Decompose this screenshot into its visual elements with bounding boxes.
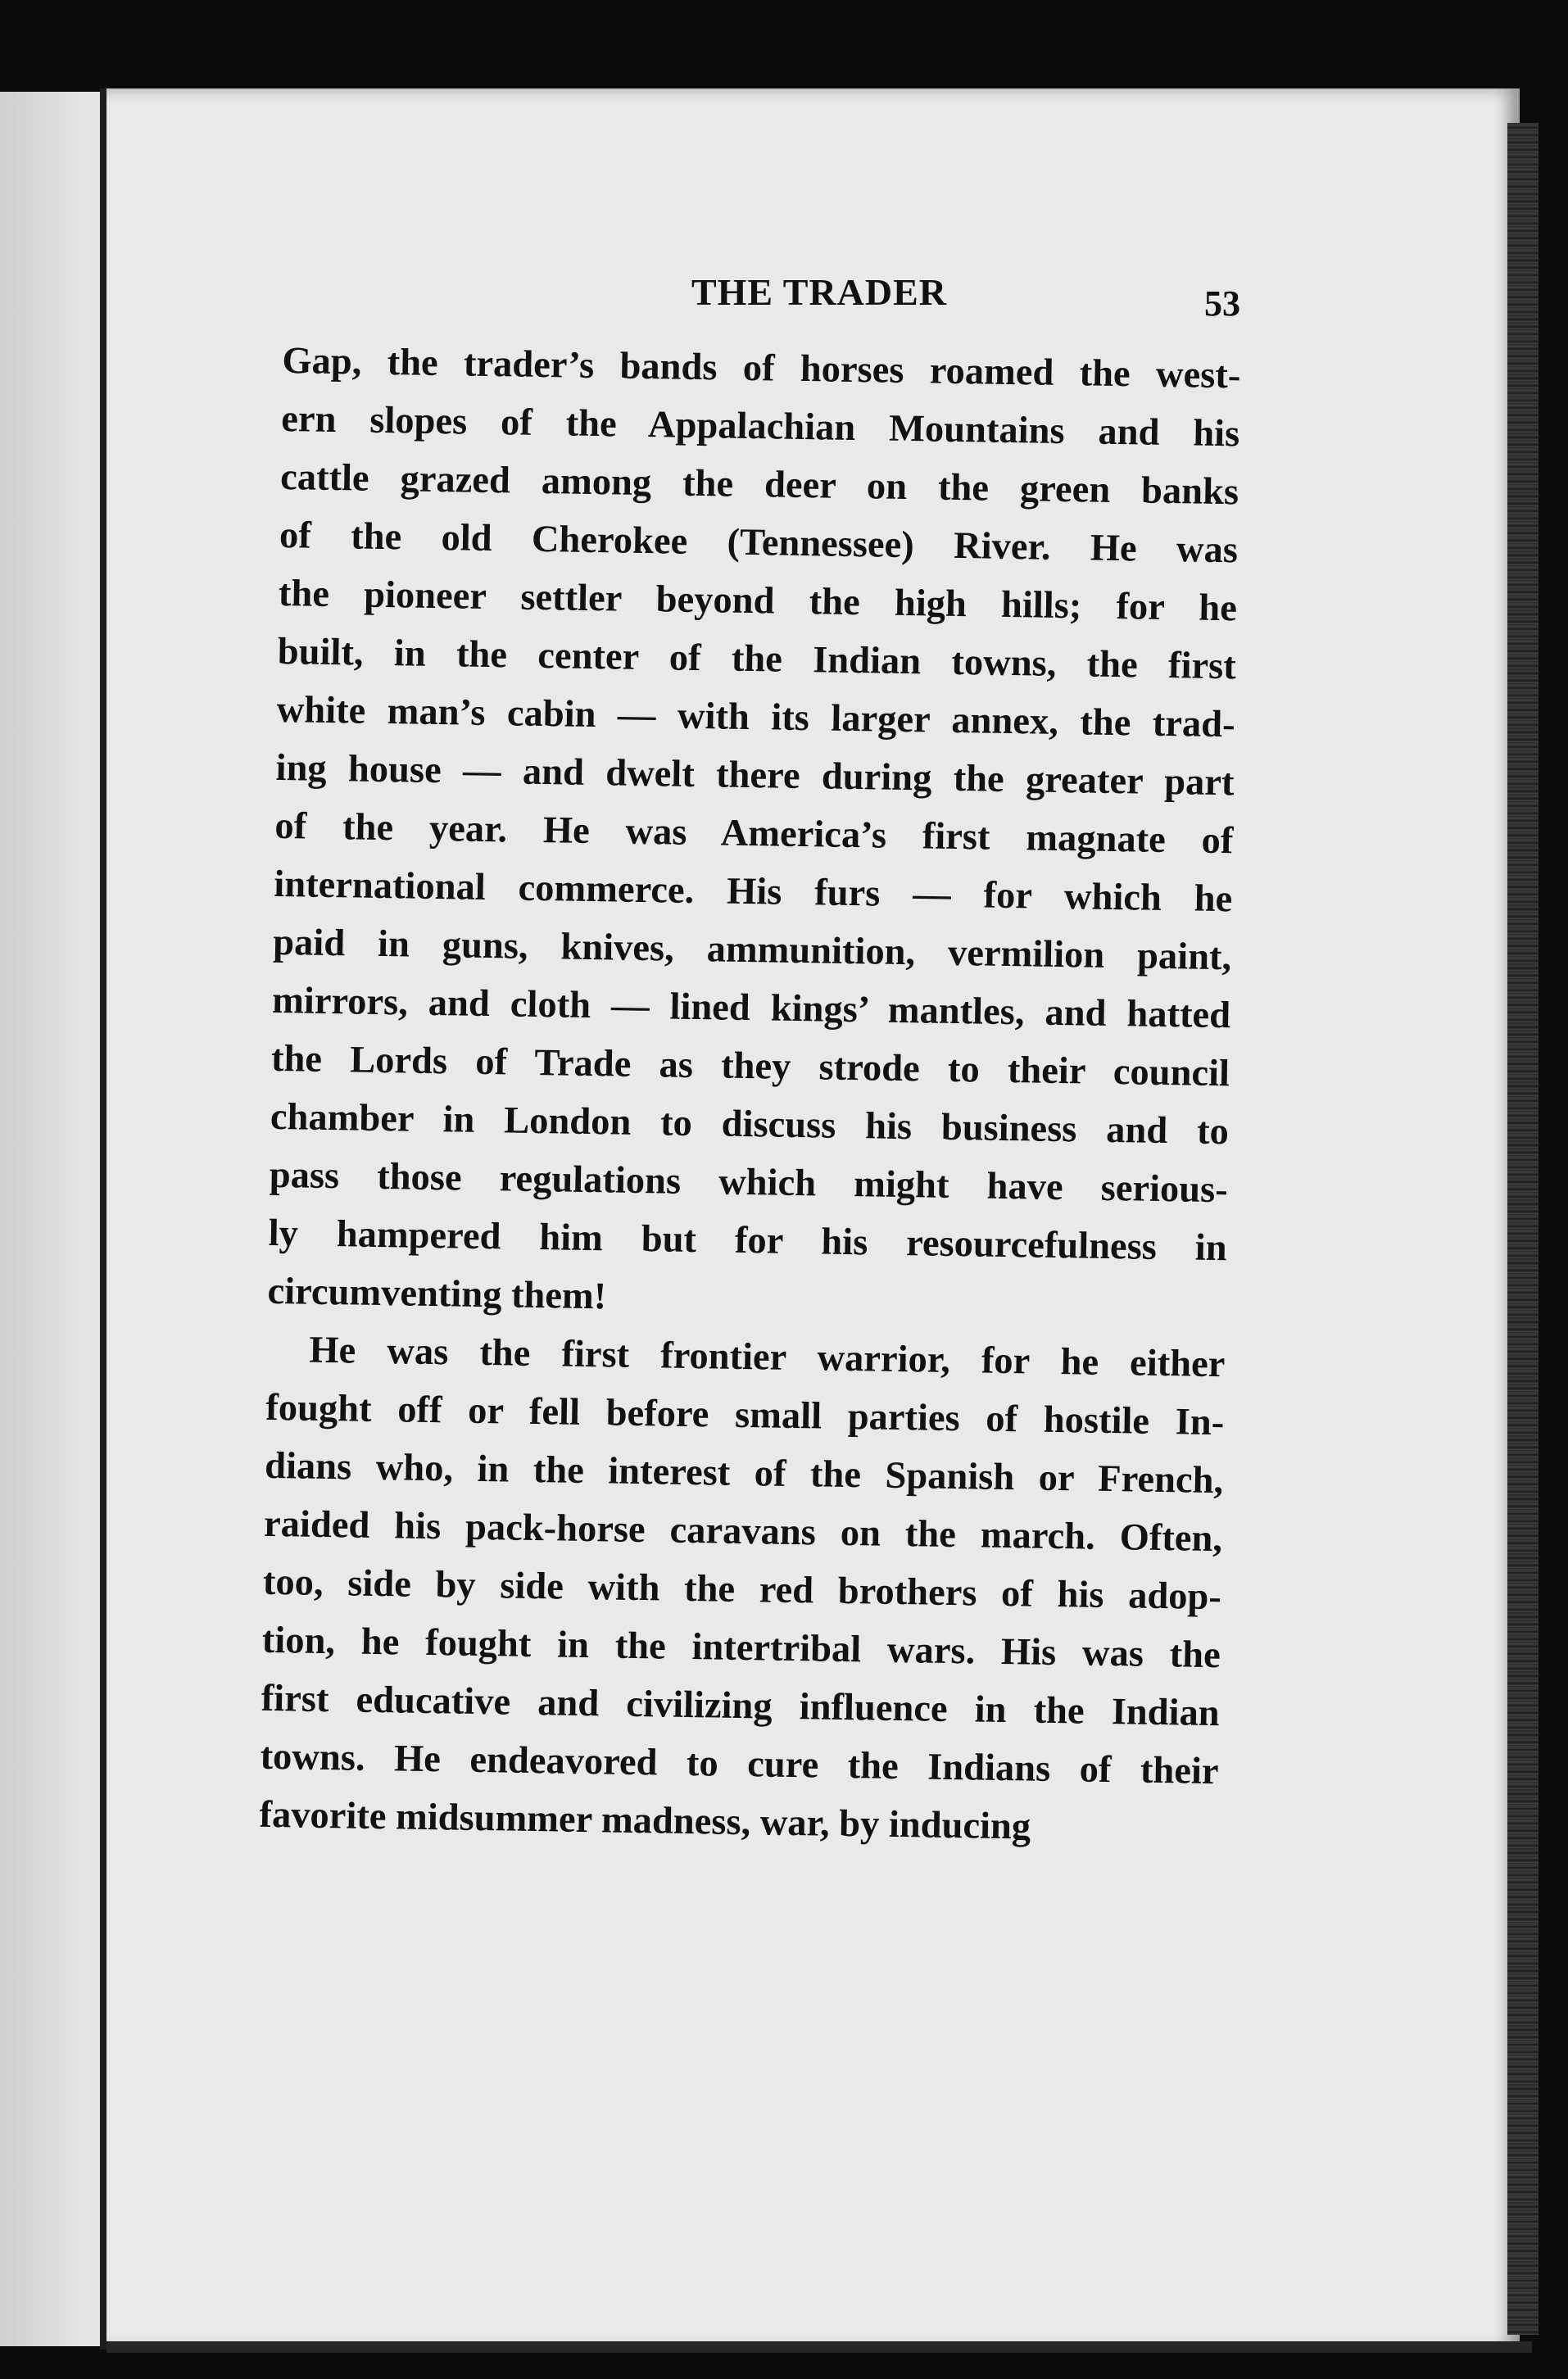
text-line: paid in guns, knives, ammunition, vermilion paint, (272, 921, 1232, 979)
text-line: He was the first frontier warrior, for he either (309, 1329, 1226, 1386)
text-line: of the old Cherokee (Tennessee) River. He was (279, 514, 1239, 572)
text-line: fought off or fell before small parties of hostile In- (265, 1386, 1225, 1444)
text-line: Gap, the trader’s bands of horses roamed the west- (282, 339, 1241, 397)
text-line: white man’s cabin — with its larger annex, the trad- (276, 688, 1236, 746)
text-line: favorite midsummer madness, war, by inducing (259, 1793, 1031, 1848)
text-line: the Lords of Trade as they strode to their council (270, 1037, 1230, 1095)
text-line: the pioneer settler beyond the high hills; for he (278, 572, 1238, 630)
page-bottom-edge (106, 2341, 1532, 2353)
page-gutter (100, 88, 106, 2350)
body-text (259, 332, 1241, 1859)
text-line: ing house — and dwelt there during the greater part (275, 746, 1235, 804)
text-line: tion, he fought in the intertribal wars. His was the (261, 1619, 1221, 1677)
text-line: built, in the center of the Indian towns, the first (277, 630, 1237, 688)
text-line: chamber in London to discuss his business and to (270, 1095, 1230, 1153)
text-line: of the year. He was America’s first magnate of (274, 804, 1234, 863)
text-line: raided his pack-horse caravans on the march. Often, (263, 1502, 1223, 1561)
page-fore-edge (1507, 123, 1539, 2335)
text-line: too, side by side with the red brothers of his adop- (262, 1561, 1222, 1619)
page-number: 53 (1204, 283, 1240, 324)
text-line: towns. He endeavored to cure the Indians of their (260, 1735, 1219, 1793)
text-line: first educative and civilizing influence in the Indian (261, 1677, 1221, 1735)
text-line: ly hampered him but for his resourcefulness in (268, 1212, 1227, 1270)
text-line: international commerce. His furs — for which he (274, 863, 1233, 921)
text-line: ern slopes of the Appalachian Mountains and his (280, 397, 1240, 455)
text-line: dians who, in the interest of the Spanish or French, (264, 1444, 1224, 1502)
text-line: mirrors, and cloth — lined kings’ mantles, and hatted (271, 979, 1231, 1037)
text-line: pass those regulations which might have serious- (269, 1153, 1229, 1212)
running-head: THE TRADER (691, 271, 948, 313)
text-line: cattle grazed among the deer on the green banks (279, 455, 1239, 514)
text-line: circumventing them! (267, 1270, 607, 1318)
